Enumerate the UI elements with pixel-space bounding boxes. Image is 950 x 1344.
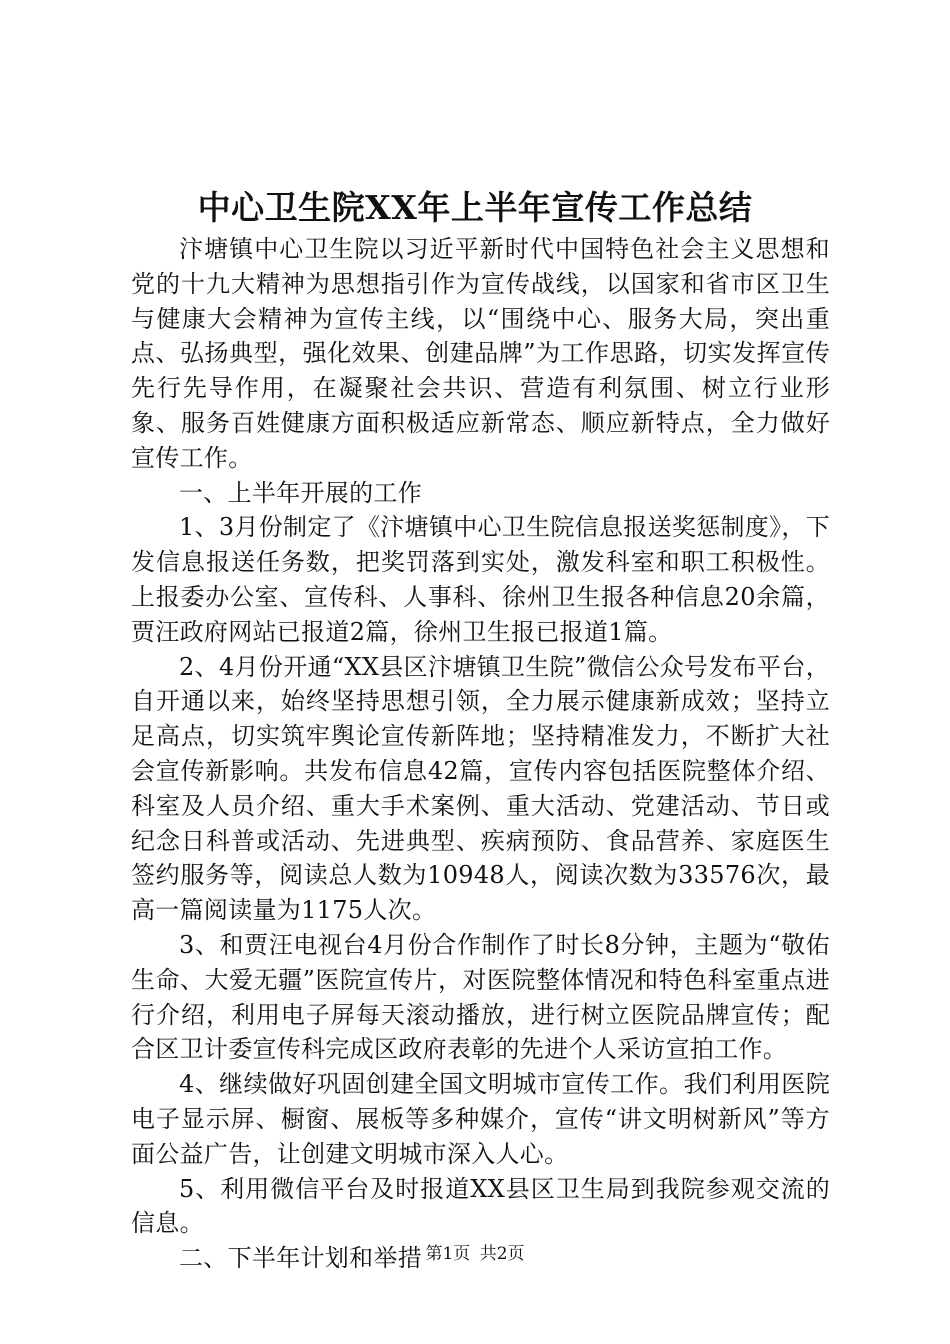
page-number: 第1页 — [425, 1244, 471, 1264]
page-footer — [0, 1243, 950, 1265]
item-paragraph-4: 4、继续做好巩固创建全国文明城市宣传工作。我们利用医院电子显示屏、橱窗、展板等多种媒介，宣传“讲文明树新风”等方面公益广告，让创建文明城市深入人心。 — [131, 1070, 830, 1168]
item-paragraph-3: 3、和贾汪电视台4月份合作制作了时长8分钟，主题为“敬佑生命、大爱无疆”医院宣传片，对医院整体情况和特色科室重点进行介绍，利用电子屏每天滚动播放，进行树立医院品牌宣传；配合区卫计委宣传科完成区政府表彰的先进个人采访宣拍工作。 — [131, 930, 830, 1064]
document-body — [131, 232, 830, 1276]
intro-paragraph: 汴塘镇中心卫生院以习近平新时代中国特色社会主义思想和党的十九大精神为思想指引作为宣传战线，以国家和省市区卫生与健康大会精神为宣传主线，以“围绕中心、服务大局，突出重点、弘扬典型，强化效果、创建品牌”为工作思路，切实发挥宣传先行先导作用，在凝聚社会共识、营造有利氛围、树立行业形象、服务百姓健康方面积极适应新常态、顺应新特点，全力做好宣传工作。 — [131, 235, 830, 472]
item-paragraph-1: 1、3月份制定了《汴塘镇中心卫生院信息报送奖惩制度》，下发信息报送任务数，把奖罚落到实处，激发科室和职工积极性。上报委办公室、宣传科、人事科、徐州卫生报各种信息20余篇，贾汪政府网站已报道2篇，徐州卫生报已报道1篇。 — [131, 513, 830, 646]
section-heading-first-half: 一、上半年开展的工作 — [179, 478, 422, 507]
page-total: 共2页 — [479, 1244, 525, 1264]
section-heading-second-half: 二、下半年计划和举措 — [179, 1244, 422, 1273]
document-title: 中心卫生院XX年上半年宣传工作总结 — [197, 188, 753, 227]
item-paragraph-5: 5、利用微信平台及时报道XX县区卫生局到我院参观交流的信息。 — [131, 1174, 830, 1238]
item-paragraph-2: 2、4月份开通“XX县区汴塘镇卫生院”微信公众号发布平台，自开通以来，始终坚持思想引领，全力展示健康新成效；坚持立足高点，切实筑牢舆论宣传新阵地；坚持精准发力，不断扩大社会宣传新影响。共发布信息42篇，宣传内容包括医院整体介绍、科室及人员介绍、重大手术案例、重大活动、党建活动、节日或纪念日科普或活动、先进典型、疾病预防、食品营养、家庭医生签约服务等，阅读总人数为10948人，阅读次数为33576次，最高一篇阅读量为1175人次。 — [131, 652, 830, 925]
